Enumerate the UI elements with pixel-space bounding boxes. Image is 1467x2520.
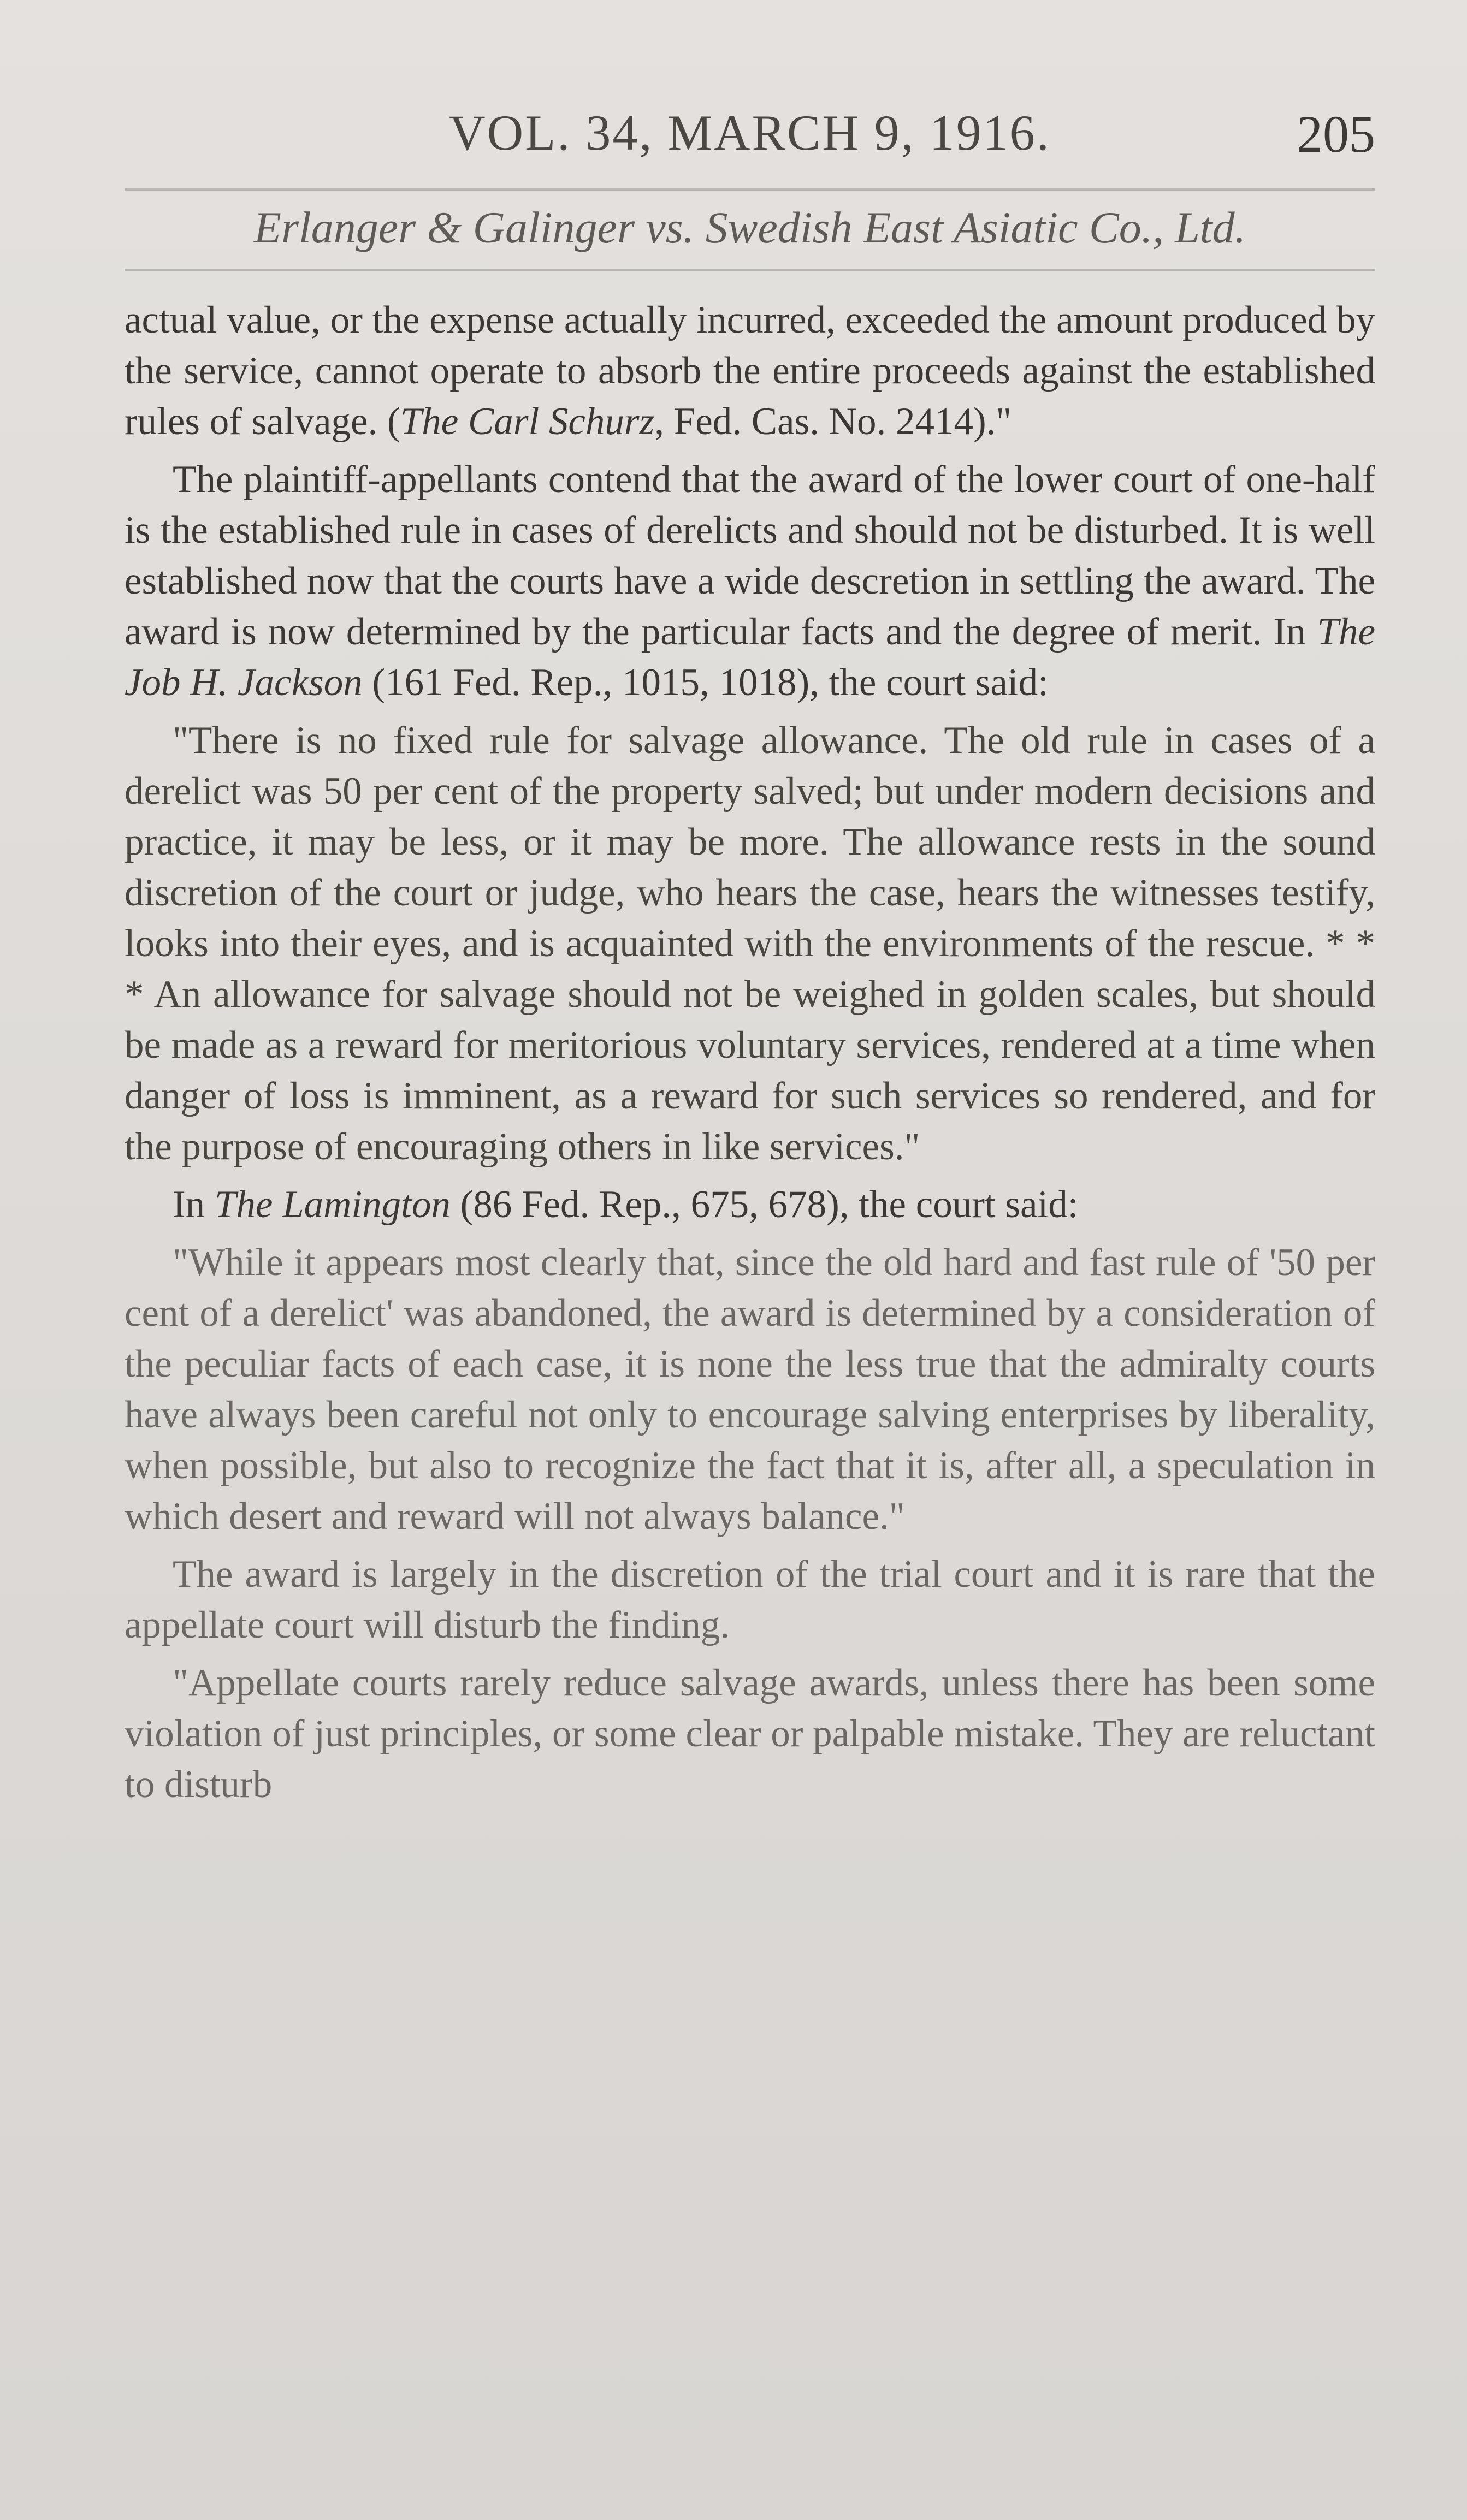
case-name-lamington: The Lamington (214, 1183, 451, 1226)
quote-appellate-courts: "Appellate courts rarely reduce salvage awards, unless there has been some violation of just principles, or some clear or palpable mistake. They are reluctant to disturb (125, 1662, 1375, 1806)
body-text (125, 295, 1375, 1817)
paragraph-2 (125, 454, 1375, 708)
header-rule-bottom (125, 269, 1375, 271)
paragraph-4 (125, 1179, 1375, 1230)
header-rule-top (125, 188, 1375, 191)
quote-lamington: "While it appears most clearly that, since the old hard and fast rule of '50 per cent of a derelict' was abandoned, the award is determined by a consideration of the peculiar facts of each case, it is none the less true that the admiralty courts have always been careful not only to encourage salving enterprises by liberality, when possible, but also to recognize the fact that it is, after all, a speculation in which desert and reward will not always balance." (125, 1241, 1375, 1538)
paragraph-4-text-a: In (173, 1183, 215, 1226)
paragraph-2-text-b: (161 Fed. Rep., 1015, 1018), the court said: (362, 661, 1049, 704)
paragraph-6: The award is largely in the discretion of the trial court and it is rare that the appellate court will disturb the finding. (125, 1553, 1375, 1646)
quote-job-h-jackson: "There is no fixed rule for salvage allowance. The old rule in cases of a derelict was 50 per cent of the property salved; but under modern decisions and practice, it may be less, or it may be more. The allowance rests in the sound discretion of the court or judge, who hears the case, hears the witnesses testify, looks into their eyes, and is acquainted with the environments of the rescue. * * * An allowance for salvage should not be weighed in golden scales, but should be made as a reward for meritorious voluntary services, rendered at a time when danger of loss is imminent, as a reward for such services so rendered, and for the purpose of encouraging others in like services." (125, 719, 1375, 1168)
paragraph-4-text-b: (86 Fed. Rep., 675, 678), the court said: (450, 1183, 1079, 1226)
paragraph-1-text-b: , Fed. Cas. No. 2414)." (654, 400, 1012, 443)
paragraph-2-text-a: The plaintiff-appellants contend that the award of the lower court of one-half is the established rule in cases of derelicts and should not be disturbed. It is well established now that the courts have a wide descretion in settling the award. The award is now determined by the particular facts and the degree of merit. In (125, 458, 1375, 653)
case-caption: Erlanger & Galinger vs. Swedish East Asiatic Co., Ltd. (253, 203, 1246, 252)
running-head: VOL. 34, MARCH 9, 1916. (449, 105, 1051, 161)
page-header (125, 104, 1375, 175)
paragraph-1-text-a: actual value, or the expense actually incurred, exceeded the amount produced by the service, cannot operate to absorb the entire proceeds against the established rules of salvage. ( (125, 299, 1375, 443)
paragraph-1 (125, 295, 1375, 447)
case-name-job-h-jackson: The Job H. Jackson (125, 610, 1375, 704)
case-name-carl-schurz: The Carl Schurz (400, 400, 655, 443)
page-number: 205 (1297, 105, 1375, 163)
